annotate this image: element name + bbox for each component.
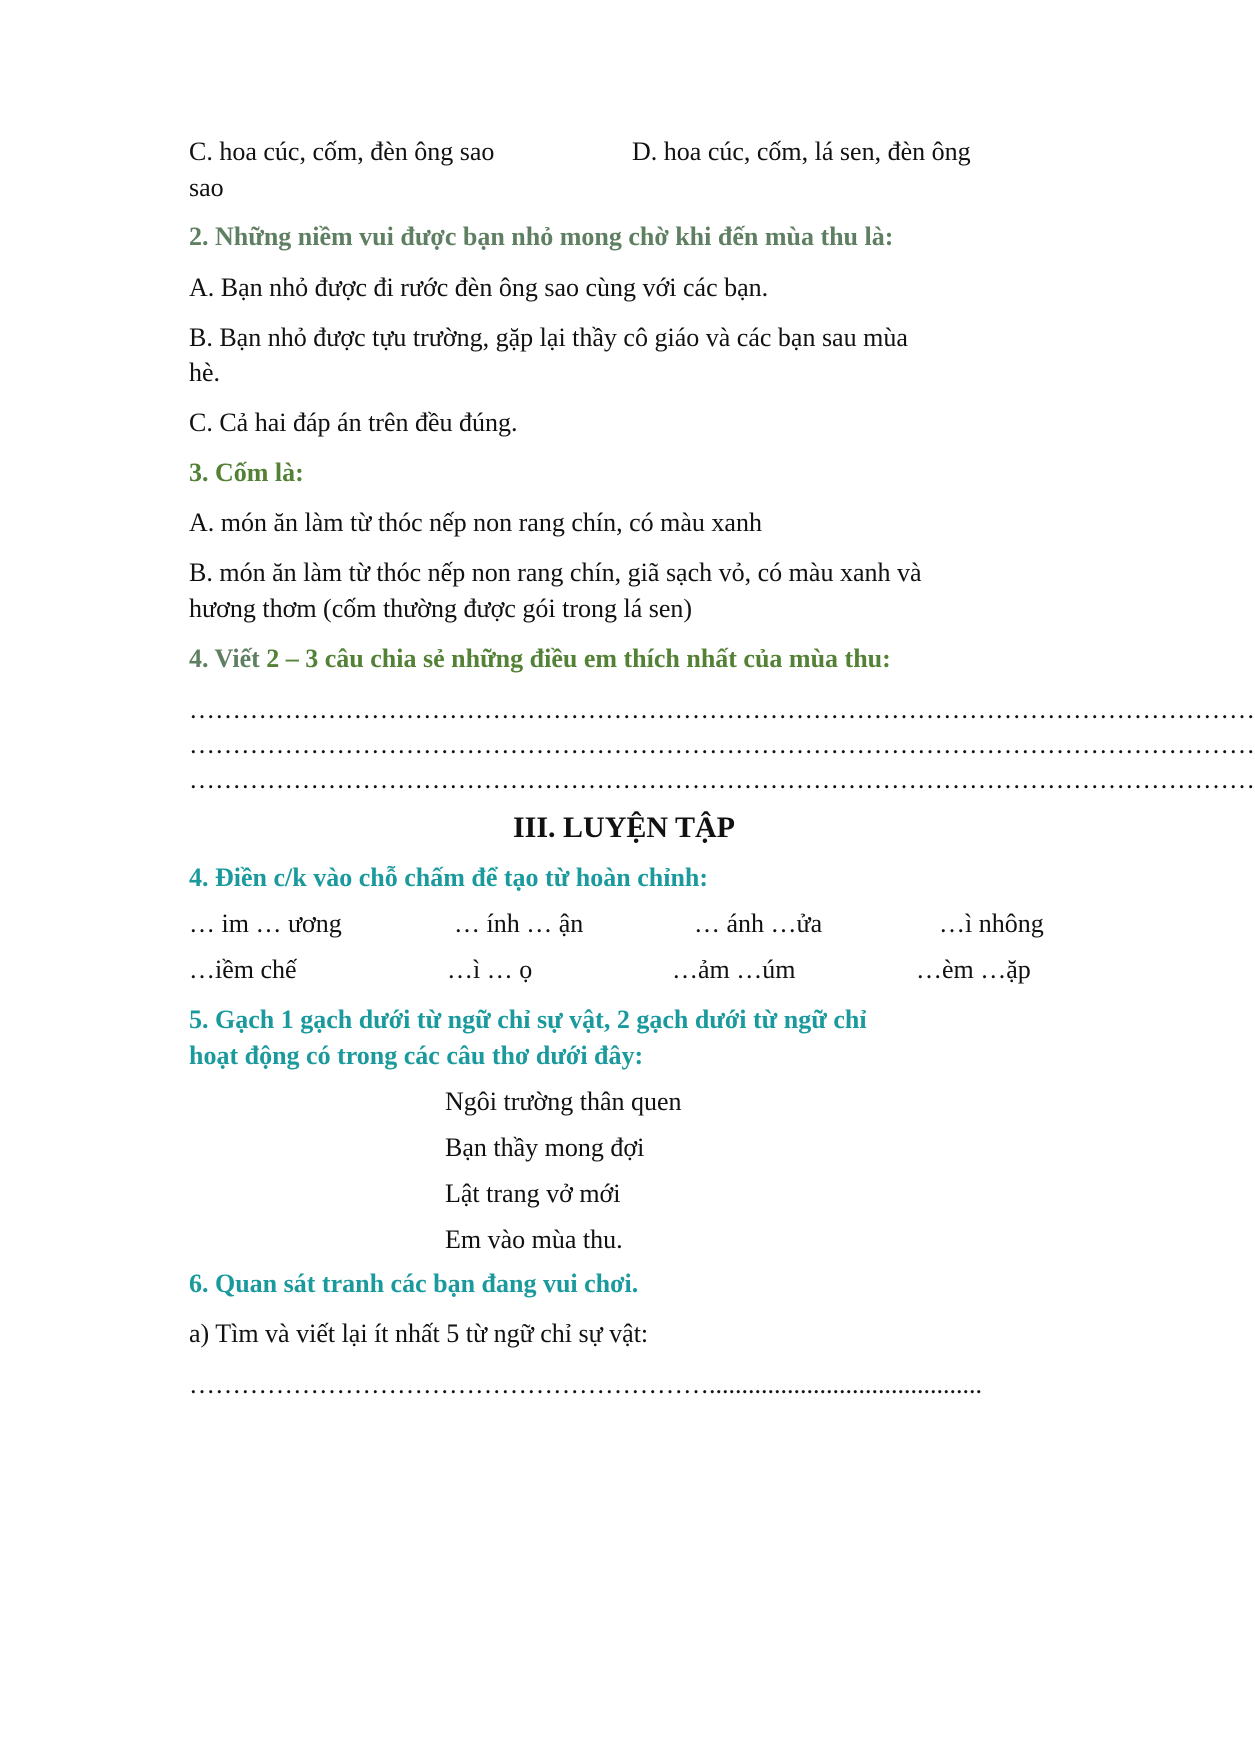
s3-q5-heading-line-2: hoạt động có trong các câu thơ dưới đây: (189, 1041, 644, 1070)
q3-option-b-wrap: hương thơm (cốm thường được gói trong lá sen) (189, 594, 693, 623)
answer-line-3[interactable]: …………………………………………………………………………………………………………… (189, 765, 1255, 794)
fill-item: …ì … ọ (447, 955, 533, 984)
poem-line-3: Lật trang vở mới (445, 1179, 621, 1208)
q1-option-d (632, 132, 971, 172)
q2-option-a: A. Bạn nhỏ được đi rước đèn ông sao cùng với các bạn. (189, 273, 769, 302)
q2-option-b-wrap: hè. (189, 358, 221, 387)
q4-write-heading-prefix: 4. Viết (189, 644, 267, 673)
q3-heading: 3. Cốm là: (189, 458, 304, 487)
q1-option-d-wrap: sao (189, 173, 224, 202)
s3-q5-heading-line-1: 5. Gạch 1 gạch dưới từ ngữ chỉ sự vật, 2 gạch dưới từ ngữ chỉ (189, 1005, 867, 1034)
s3-q6-heading: 6. Quan sát tranh các bạn đang vui chơi. (189, 1269, 639, 1298)
q3-option-b: B. món ăn làm từ thóc nếp non rang chín, giã sạch vỏ, có màu xanh và (189, 558, 922, 587)
q1-option-c (189, 132, 494, 172)
fill-item: … ính … ận (454, 909, 584, 938)
s3-q6-answer-line[interactable]: …………………………………………………….......................................... (189, 1370, 982, 1399)
q1-option-c-text: C. hoa cúc, cốm, đèn ông sao (189, 137, 495, 166)
poem-line-1: Ngôi trường thân quen (445, 1087, 682, 1116)
q4-write-heading-rest: 2 – 3 câu chia sẻ những điều em thích nhất của mùa thu: (266, 644, 891, 673)
poem-line-2: Bạn thầy mong đợi (445, 1133, 645, 1162)
q1-option-d-text: D. hoa cúc, cốm, lá sen, đèn ông (632, 137, 971, 166)
fill-item: … im … ương (189, 909, 342, 938)
fill-item: …ì nhông (939, 909, 1044, 938)
answer-line-1[interactable]: …………………………………………………………………………………………………………… (189, 695, 1255, 724)
q3-option-a: A. món ăn làm từ thóc nếp non rang chín, có màu xanh (189, 508, 762, 537)
answer-line-2[interactable]: …………………………………………………………………………………………………………… (189, 730, 1255, 759)
s3-q6-part-a: a) Tìm và viết lại ít nhất 5 từ ngữ chỉ sự vật: (189, 1319, 649, 1348)
fill-item: … ánh …ửa (694, 909, 823, 938)
q4-write-heading (189, 639, 891, 679)
fill-item: …ảm …úm (672, 955, 796, 984)
fill-item: …iềm chế (189, 955, 297, 984)
section-title: III. LUYỆN TẬP (513, 811, 735, 844)
q2-option-b: B. Bạn nhỏ được tựu trường, gặp lại thầy cô giáo và các bạn sau mùa (189, 323, 908, 352)
q2-heading: 2. Những niềm vui được bạn nhỏ mong chờ khi đến mùa thu là: (189, 222, 894, 251)
s3-q4-heading: 4. Điền c/k vào chỗ chấm để tạo từ hoàn chỉnh: (189, 863, 709, 892)
fill-item: …èm …ặp (916, 955, 1031, 984)
q2-option-c: C. Cả hai đáp án trên đều đúng. (189, 408, 518, 437)
poem-line-4: Em vào mùa thu. (445, 1225, 623, 1254)
